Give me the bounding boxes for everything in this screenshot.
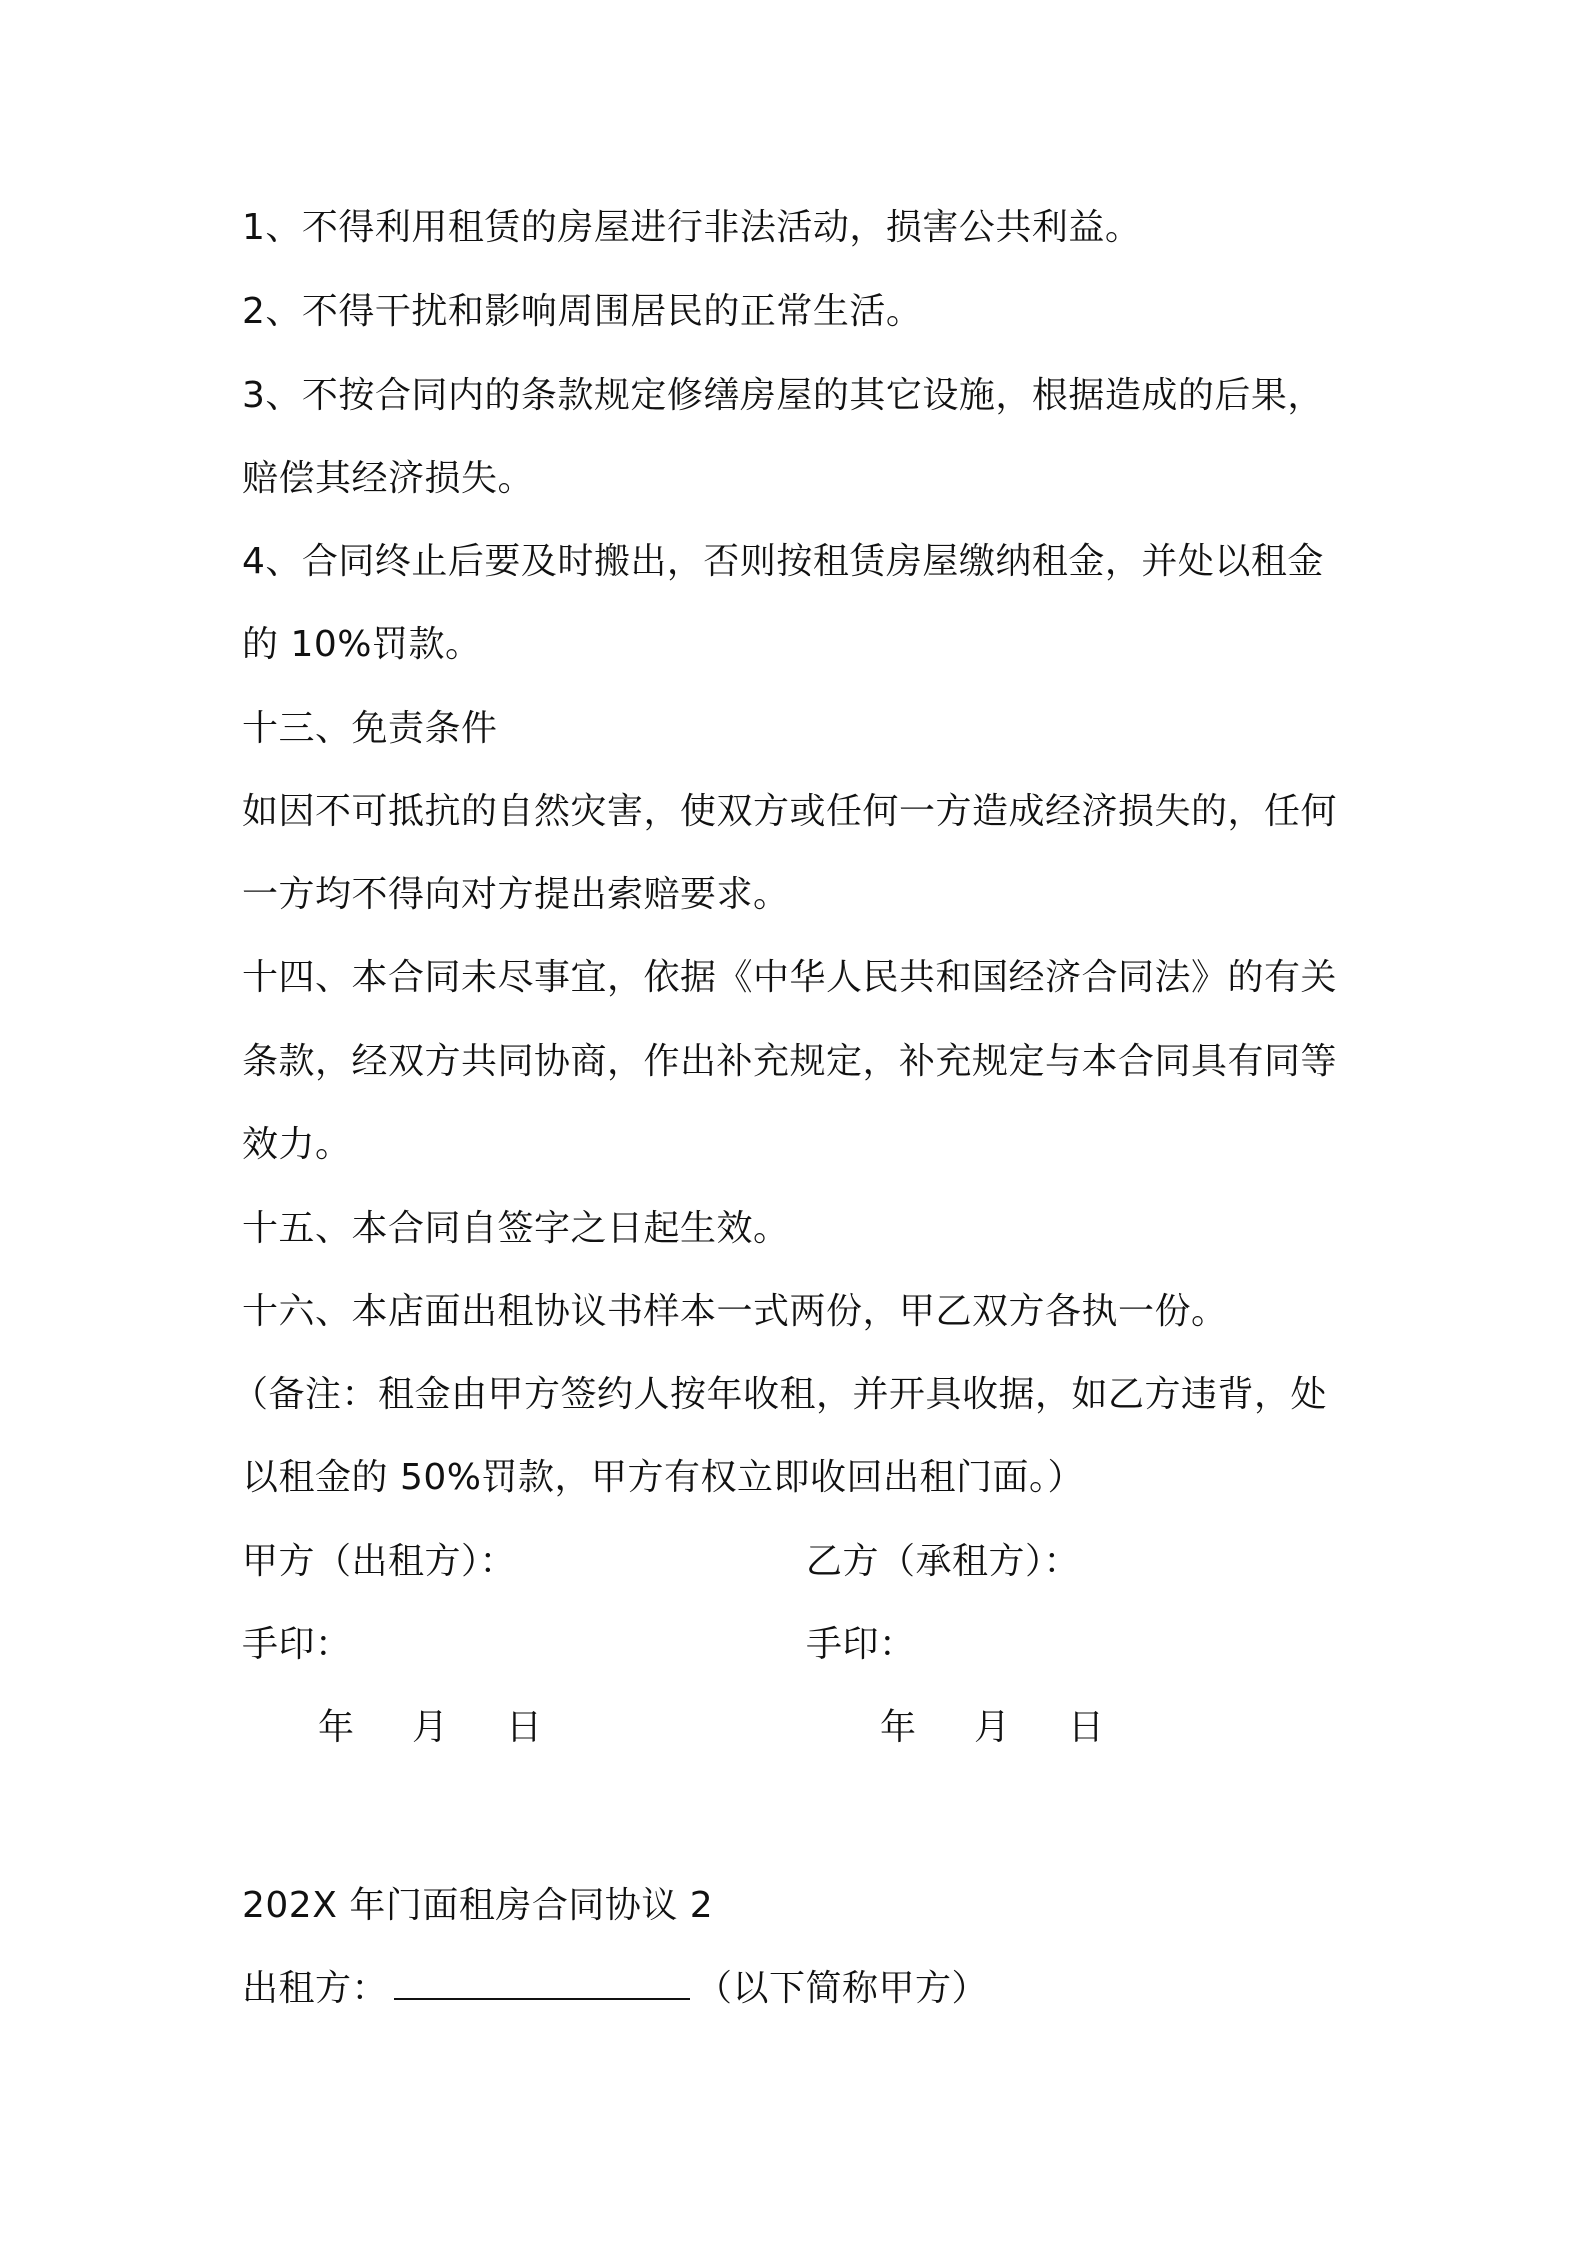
clause-line: 4、合同终止后要及时搬出，否则按租赁房屋缴纳租金，并处以租金 (242, 541, 1324, 582)
clause-line: 十六、本店面出租协议书样本一式两份，甲乙双方各执一份。 (242, 1291, 1228, 1332)
party-b-date (880, 1706, 1104, 1750)
month-label: 月 (974, 1707, 1011, 1748)
lessor-suffix: （以下简称甲方） (696, 1968, 989, 2009)
clause-line: 一方均不得向对方提出索赔要求。 (242, 874, 790, 915)
day-label: 日 (1068, 1707, 1105, 1748)
year-label: 年 (318, 1707, 355, 1748)
month-label: 月 (412, 1707, 449, 1748)
clause-line: 1、不得利用租赁的房屋进行非法活动，损害公共利益。 (242, 207, 1142, 248)
thumbprint-b-label: 手印： (806, 1624, 916, 1665)
clause-line: 十五、本合同自签字之日起生效。 (242, 1208, 790, 1249)
thumbprint-a-label: 手印： (242, 1624, 352, 1665)
lessor-label: 出租方： (242, 1968, 389, 2009)
year-label: 年 (880, 1707, 917, 1748)
clause-line: 的 10%罚款。 (242, 624, 482, 665)
clause-line: 十四、本合同未尽事宜，依据《中华人民共和国经济合同法》的有关 (242, 957, 1338, 998)
clause-line: 赔偿其经济损失。 (242, 458, 535, 499)
section-heading: 十三、免责条件 (242, 708, 498, 749)
day-label: 日 (506, 1707, 543, 1748)
lessor-blank[interactable] (394, 1968, 690, 2000)
clause-line: 如因不可抵抗的自然灾害，使双方或任何一方造成经济损失的，任何 (242, 791, 1338, 832)
clause-line: 3、不按合同内的条款规定修缮房屋的其它设施，根据造成的后果， (242, 375, 1324, 416)
next-section-title: 202X 年门面租房合同协议 2 (242, 1885, 714, 1926)
party-a-label: 甲方（出租方）： (242, 1541, 517, 1582)
party-b-label: 乙方（承租方）： (806, 1541, 1081, 1582)
lessor-line (242, 1967, 988, 2011)
remark-line: 以租金的 50%罚款，甲方有权立即收回出租门面。） (242, 1457, 1084, 1498)
party-a-date (318, 1706, 542, 1750)
clause-line: 条款，经双方共同协商，作出补充规定，补充规定与本合同具有同等 (242, 1041, 1338, 1082)
clause-line: 2、不得干扰和影响周围居民的正常生活。 (242, 291, 923, 332)
remark-line: （备注：租金由甲方签约人按年收租，并开具收据，如乙方违背，处 (232, 1374, 1328, 1415)
clause-line: 效力。 (242, 1124, 352, 1165)
